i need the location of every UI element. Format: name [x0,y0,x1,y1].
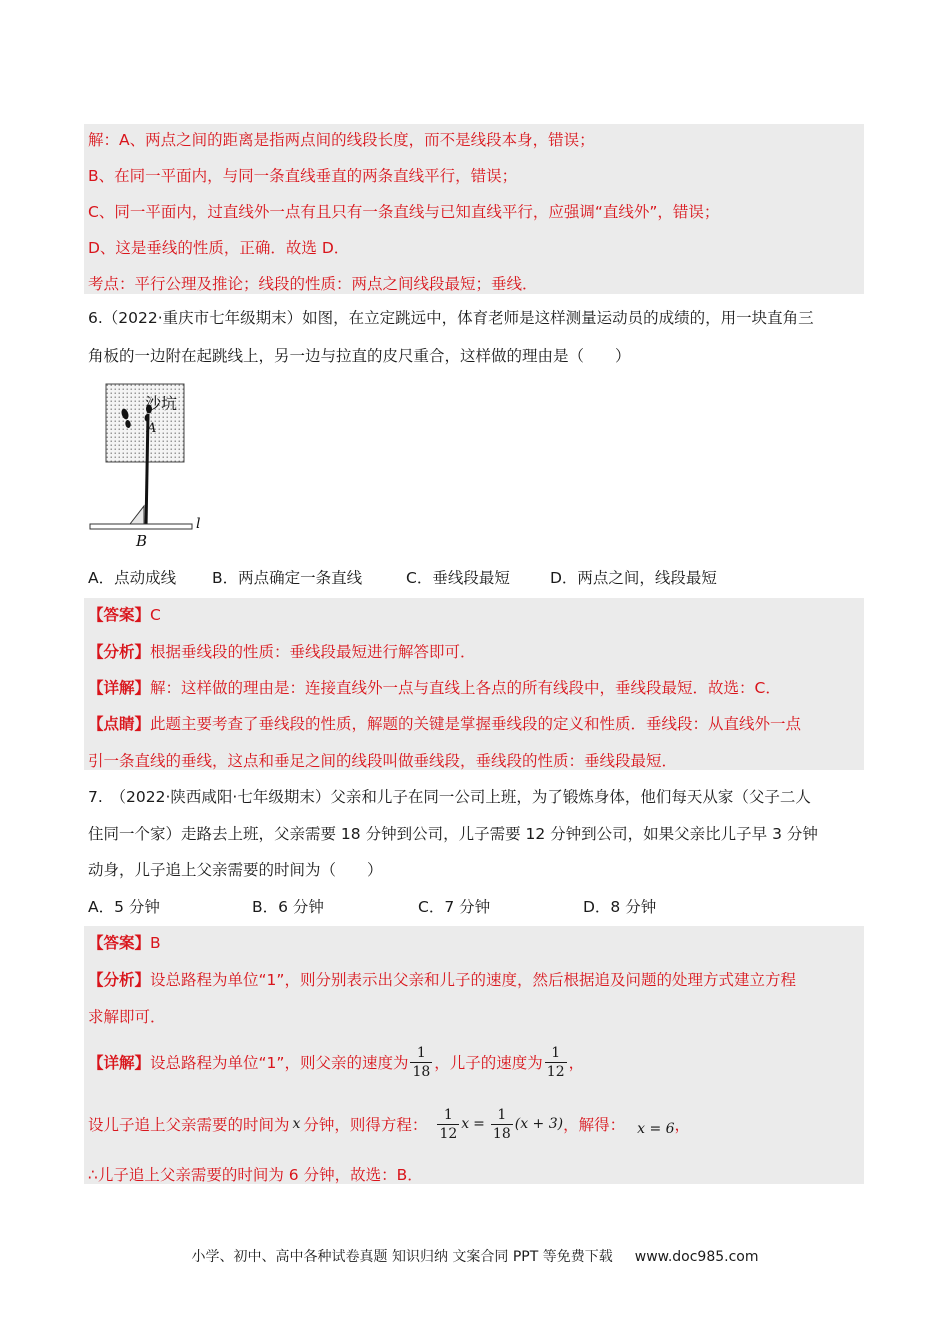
detail-tag: 【详解】 [88,1054,151,1072]
detail-text: 解：这样做的理由是：连接直线外一点与直线上各点的所有线段中，垂线段最短．故选：C． [150,679,781,697]
q6-option-d[interactable]: D．两点之间，线段最短 [550,569,717,587]
q6-option-a[interactable]: A．点动成线 [88,569,177,587]
q7-analysis-line-1 [88,968,796,990]
line-l-label: l [196,516,201,532]
q6-answer [88,603,161,625]
comment-text-1: 此题主要考查了垂线段的性质，解题的关键是掌握垂线段的定义和性质．垂线段：从直线外一点 [150,715,802,733]
set-square [130,506,144,524]
fraction-son-speed: $\frac{1}{12}$ [546,1044,565,1080]
page-footer [0,1246,950,1266]
q7-equation-line [88,1102,690,1146]
equation-text-d: ， [674,1116,691,1134]
paren-expression: (x + 3) [514,1116,564,1132]
detail-text-c: ， [568,1054,585,1072]
takeoff-line [90,524,192,529]
analysis-tag: 【分析】 [88,971,151,989]
footer-text: 小学、初中、高中各种试卷真题 知识归纳 文案合同 PPT 等免费下载 [191,1249,613,1265]
fraction-father-speed: $\frac{1}{18}$ [412,1044,431,1080]
q6-option-c[interactable]: C．垂线段最短 [406,569,510,587]
equals-sign: = [473,1116,485,1132]
point-b-label: B [136,532,148,550]
q7-option-a[interactable]: A．5 分钟 [88,898,160,916]
q6-options [88,566,788,588]
q7-options [88,895,788,917]
knowledge-point: 考点：平行公理及推论；线段的性质：两点之间线段最短；垂线． [88,275,538,293]
q7-detail-line [88,1040,584,1084]
variable-x-lhs: x [461,1116,470,1132]
analysis-tag: 【分析】 [88,643,151,661]
equation-text-a: 设儿子追上父亲需要的时间为 [88,1116,290,1134]
footer-url[interactable]: www.doc985.com [634,1249,759,1265]
q7-stem-line-1: 7. （2022·陕西咸阳·七年级期末）父亲和儿子在同一公司上班，为了锻炼身体，他们每天从家（父子二人 [88,788,811,806]
solution-line-d: D、这是垂线的性质，正确．故选 D． [88,239,350,257]
q6-analysis [88,640,476,662]
answer-tag: 【答案】 [88,606,151,624]
q6-detail [88,676,781,698]
q7-option-b[interactable]: B．6 分钟 [252,898,324,916]
q6-stem-line-1: 6.（2022·重庆市七年级期末）如图，在立定跳远中，体育老师是这样测量运动员的成绩的，用一块直角三 [88,309,814,327]
q7-answer [88,931,161,953]
q7-conclusion: ∴儿子追上父亲需要的时间为 6 分钟，故选：B． [88,1166,423,1184]
sand-pit-label: 沙坑 [145,394,178,413]
solution-value: x = 6 [637,1121,675,1137]
point-a-label: A [147,421,157,436]
analysis-text-1: 设总路程为单位“1”，则分别表示出父亲和儿子的速度，然后根据追及问题的处理方式建立方程 [150,971,796,989]
solution-line-b: B、在同一平面内，与同一条直线垂直的两条直线平行，错误； [88,167,518,185]
q6-comment-line-2: 引一条直线的垂线，这点和垂足之间的线段叫做垂线段，垂线段的性质：垂线段最短． [88,752,678,770]
long-jump-figure [86,380,216,556]
q6-option-b[interactable]: B．两点确定一条直线 [212,569,363,587]
solution-line-c: C、同一平面内，过直线外一点有且只有一条直线与已知直线平行，应强调“直线外”，错误； [88,203,720,221]
solution-line-a: 解：A、两点之间的距离是指两点间的线段长度，而不是线段本身，错误； [88,131,595,149]
answer-value: C [150,606,161,624]
detail-tag: 【详解】 [88,679,151,697]
q6-comment-line-1 [88,712,801,734]
q7-stem-line-3: 动身，儿子追上父亲需要的时间为（ ） [88,861,383,879]
detail-text-b: ，儿子的速度为 [434,1054,543,1072]
analysis-text: 根据垂线段的性质：垂线段最短进行解答即可． [150,643,476,661]
equation-text-b: 分钟，则得方程： [303,1116,428,1134]
q7-option-c[interactable]: C．7 分钟 [418,898,491,916]
detail-text-a: 设总路程为单位“1”，则父亲的速度为 [150,1054,409,1072]
q7-option-d[interactable]: D．8 分钟 [583,898,657,916]
fraction-1-18: $\frac{1}{18}$ [492,1106,511,1142]
fraction-1-12: $\frac{1}{12}$ [439,1106,458,1142]
answer-value: B [150,934,161,952]
variable-x: x [292,1116,301,1132]
q6-stem-line-2: 角板的一边附在起跳线上，另一边与拉直的皮尺重合，这样做的理由是（ ） [88,347,631,365]
answer-tag: 【答案】 [88,934,151,952]
q7-stem-line-2: 住同一个家）走路去上班，父亲需要 18 分钟到公司，儿子需要 12 分钟到公司，如果父亲比儿子早 3 分钟 [88,825,818,843]
q7-analysis-line-2: 求解即可． [88,1008,166,1026]
equation-text-c: ，解得： [563,1116,626,1134]
comment-tag: 【点睛】 [88,715,151,733]
